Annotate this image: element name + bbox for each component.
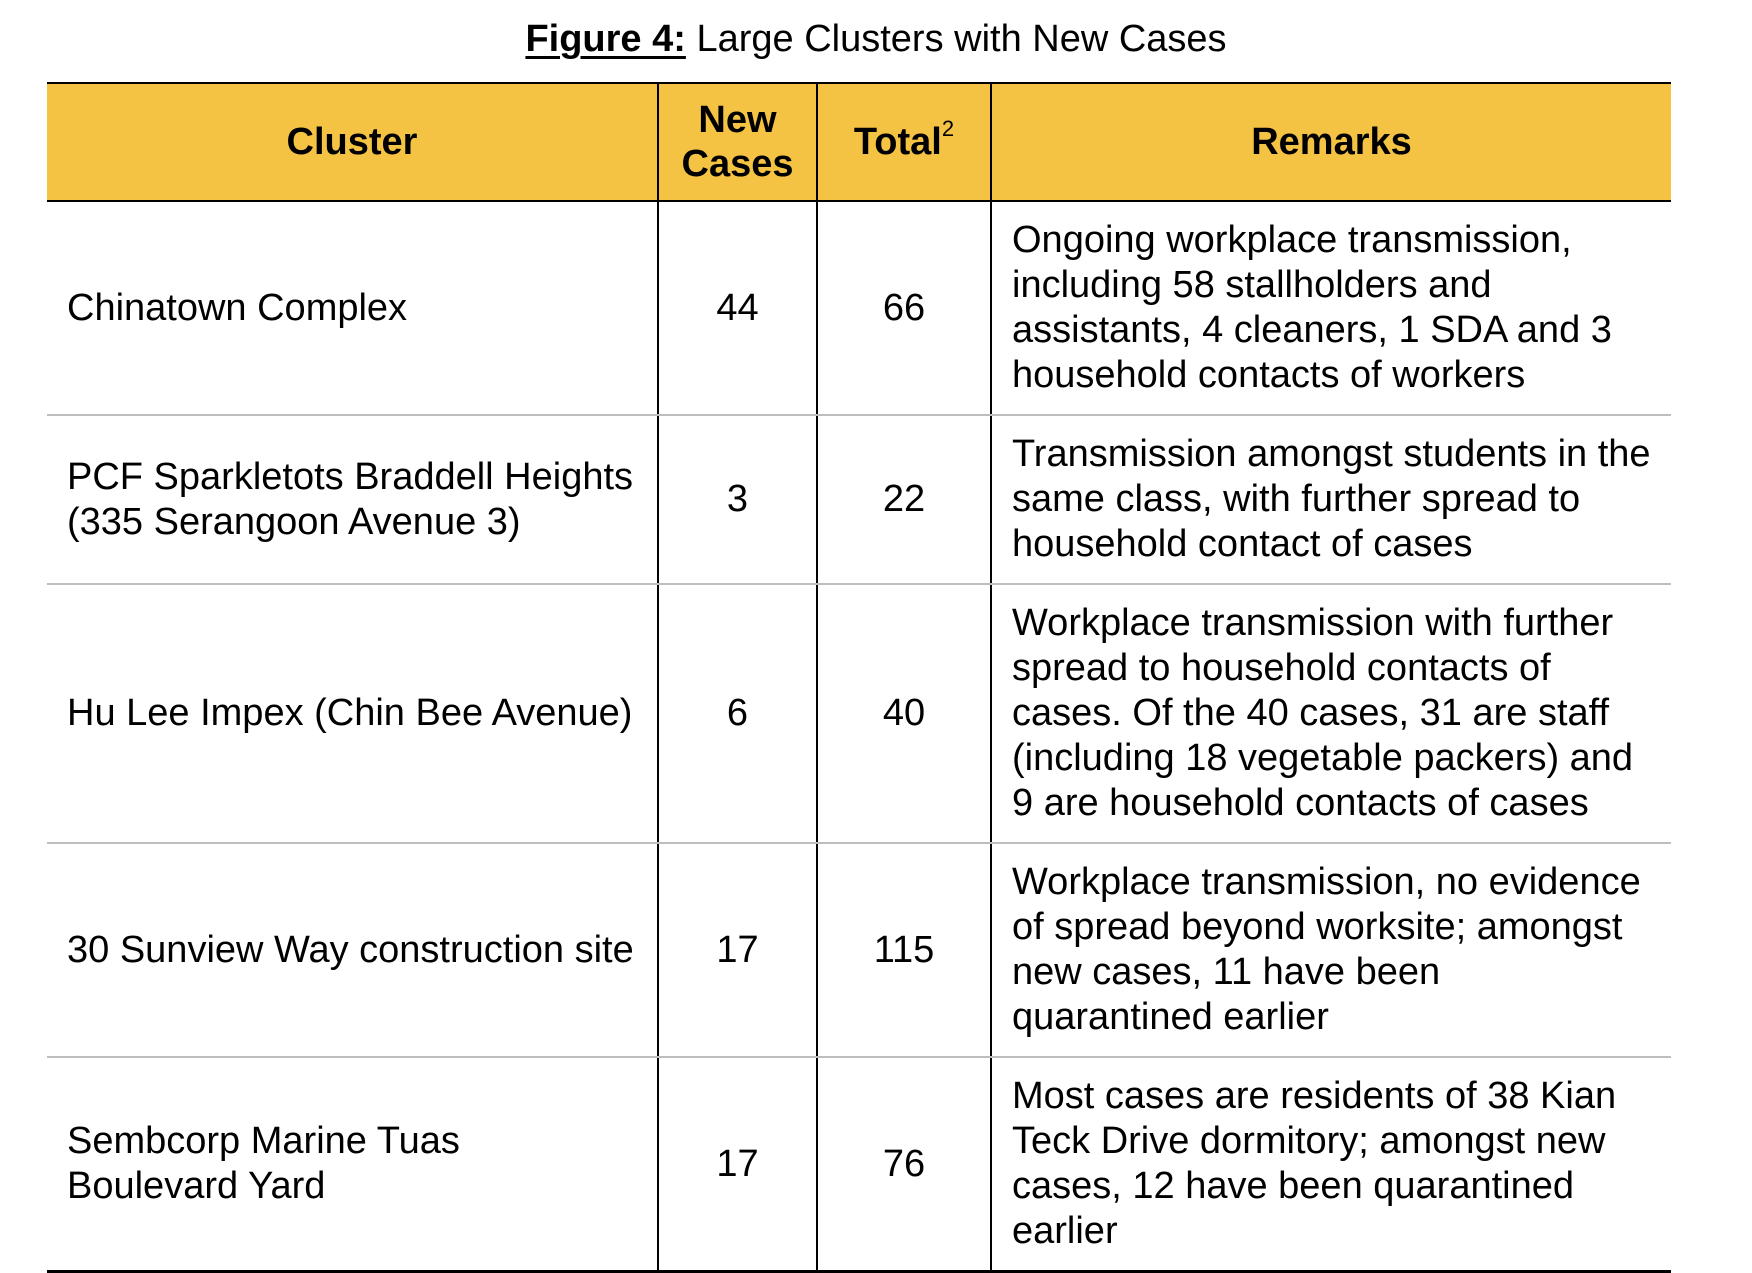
total-count: 66 (817, 201, 991, 415)
cluster-name: PCF Sparkletots Braddell Heights (335 Serangoon Avenue 3) (47, 415, 658, 584)
header-cluster: Cluster (47, 83, 658, 201)
cluster-name: Chinatown Complex (47, 201, 658, 415)
figure-caption: Large Clusters with New Cases (696, 18, 1227, 60)
cluster-name: Hu Lee Impex (Chin Bee Avenue) (47, 584, 658, 843)
figure-label: Figure 4: (525, 18, 686, 60)
total-count: 76 (817, 1057, 991, 1272)
header-remarks: Remarks (991, 83, 1671, 201)
table-row (47, 415, 1671, 584)
header-total-label: Total (853, 121, 942, 163)
header-new-cases: New Cases (658, 83, 817, 201)
table-row (47, 584, 1671, 843)
table-row (47, 201, 1671, 415)
table-row (47, 1057, 1671, 1272)
cluster-name: Sembcorp Marine Tuas Boulevard Yard (47, 1057, 658, 1272)
table-row (47, 843, 1671, 1057)
new-cases-count: 17 (658, 843, 817, 1057)
new-cases-count: 44 (658, 201, 817, 415)
remarks-text: Most cases are residents of 38 Kian Teck Drive dormitory; amongst new cases, 12 have been quarantined earlier (991, 1057, 1671, 1272)
total-count: 40 (817, 584, 991, 843)
new-cases-count: 6 (658, 584, 817, 843)
clusters-table (47, 82, 1671, 1273)
cluster-name: 30 Sunview Way construction site (47, 843, 658, 1057)
remarks-text: Workplace transmission with further spread to household contacts of cases. Of the 40 cases, 31 are staff (including 18 vegetable packers) and 9 are household contacts of cases (991, 584, 1671, 843)
total-count: 115 (817, 843, 991, 1057)
footnote-marker: 2 (941, 116, 955, 141)
remarks-text: Workplace transmission, no evidence of spread beyond worksite; amongst new cases, 11 have been quarantined earlier (991, 843, 1671, 1057)
new-cases-count: 17 (658, 1057, 817, 1272)
total-count: 22 (817, 415, 991, 584)
header-total (817, 83, 991, 201)
figure-title (0, 14, 1752, 64)
remarks-text: Transmission amongst students in the same class, with further spread to household contact of cases (991, 415, 1671, 584)
new-cases-count: 3 (658, 415, 817, 584)
remarks-text: Ongoing workplace transmission, including 58 stallholders and assistants, 4 cleaners, 1 SDA and 3 household contacts of workers (991, 201, 1671, 415)
table-header-row (47, 83, 1671, 201)
